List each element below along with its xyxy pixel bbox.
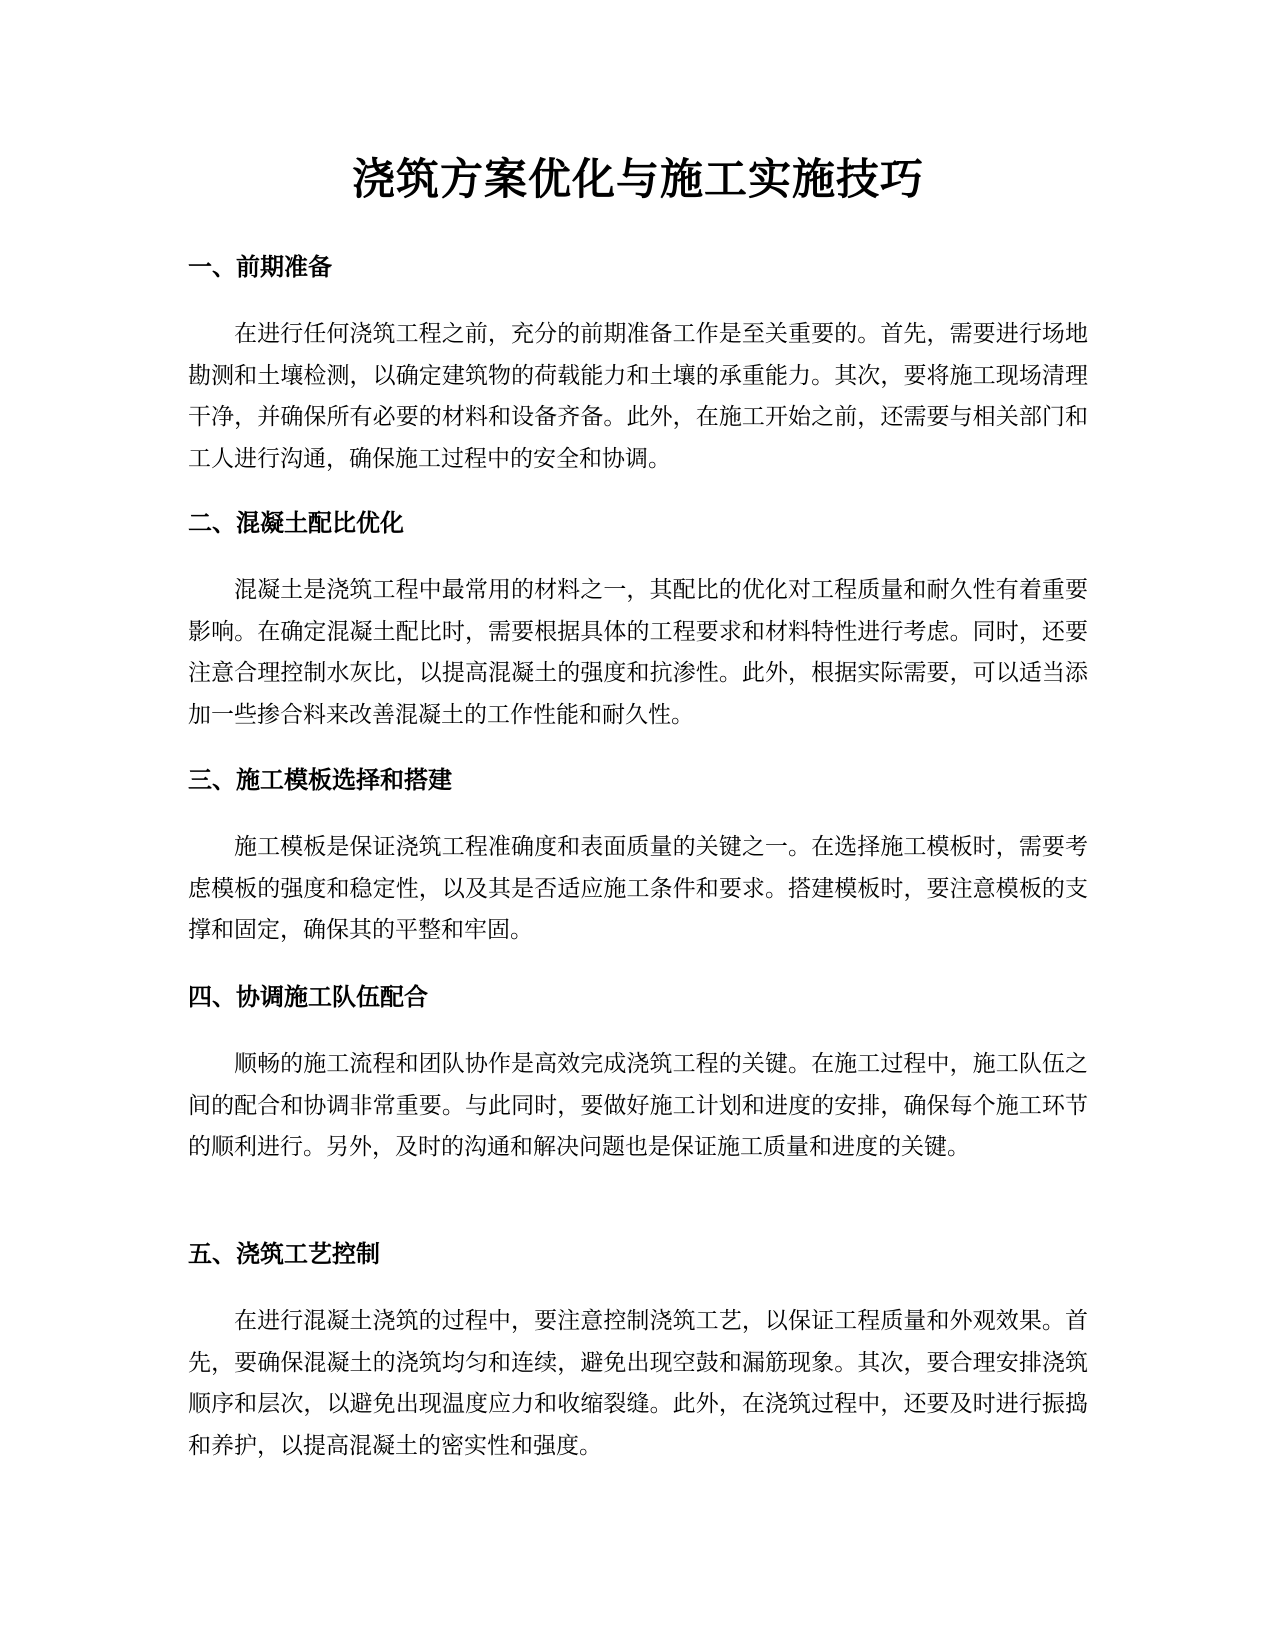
- page-title: 浇筑方案优化与施工实施技巧: [352, 155, 924, 205]
- section-team-coordination: [188, 980, 1088, 1169]
- section-heading: 四、协调施工队伍配合: [188, 983, 428, 1011]
- section-mix-optimization: [188, 506, 1088, 736]
- section-paragraph: 混凝土是浇筑工程中最常用的材料之一，其配比的优化对工程质量和耐久性有着重要影响。在确定混凝土配比时，需要根据具体的工程要求和材料特性进行考虑。同时，还要注意合理控制水灰比，以提高混凝土的强度和抗渗性。此外，根据实际需要，可以适当添加一些掺合料来改善混凝土的工作性能和耐久性。: [188, 577, 1088, 728]
- section-paragraph: 施工模板是保证浇筑工程准确度和表面质量的关键之一。在选择施工模板时，需要考虑模板的强度和稳定性，以及其是否适应施工条件和要求。搭建模板时，要注意模板的支撑和固定，确保其的平整和牢固。: [188, 834, 1088, 943]
- section-paragraph: 在进行任何浇筑工程之前，充分的前期准备工作是至关重要的。首先，需要进行场地勘测和土壤检测，以确定建筑物的荷载能力和土壤的承重能力。其次，要将施工现场清理干净，并确保所有必要的材料和设备齐备。此外，在施工开始之前，还需要与相关部门和工人进行沟通，确保施工过程中的安全和协调。: [188, 321, 1088, 472]
- section-paragraph: 顺畅的施工流程和团队协作是高效完成浇筑工程的关键。在施工过程中，施工队伍之间的配合和协调非常重要。与此同时，要做好施工计划和进度的安排，确保每个施工环节的顺利进行。另外，及时的沟通和解决问题也是保证施工质量和进度的关键。: [188, 1051, 1088, 1160]
- section-heading: 一、前期准备: [188, 253, 332, 281]
- section-heading: 三、施工模板选择和搭建: [188, 766, 452, 794]
- section-paragraph: 在进行混凝土浇筑的过程中，要注意控制浇筑工艺，以保证工程质量和外观效果。首先，要确保混凝土的浇筑均匀和连续，避免出现空鼓和漏筋现象。其次，要合理安排浇筑顺序和层次，以避免出现温度应力和收缩裂缝。此外，在浇筑过程中，还要及时进行振捣和养护，以提高混凝土的密实性和强度。: [188, 1308, 1088, 1459]
- section-formwork: [188, 763, 1088, 952]
- section-preparation: [188, 250, 1088, 480]
- section-heading: 五、浇筑工艺控制: [188, 1240, 380, 1268]
- section-heading: 二、混凝土配比优化: [188, 509, 404, 537]
- section-pouring-control: [188, 1237, 1088, 1467]
